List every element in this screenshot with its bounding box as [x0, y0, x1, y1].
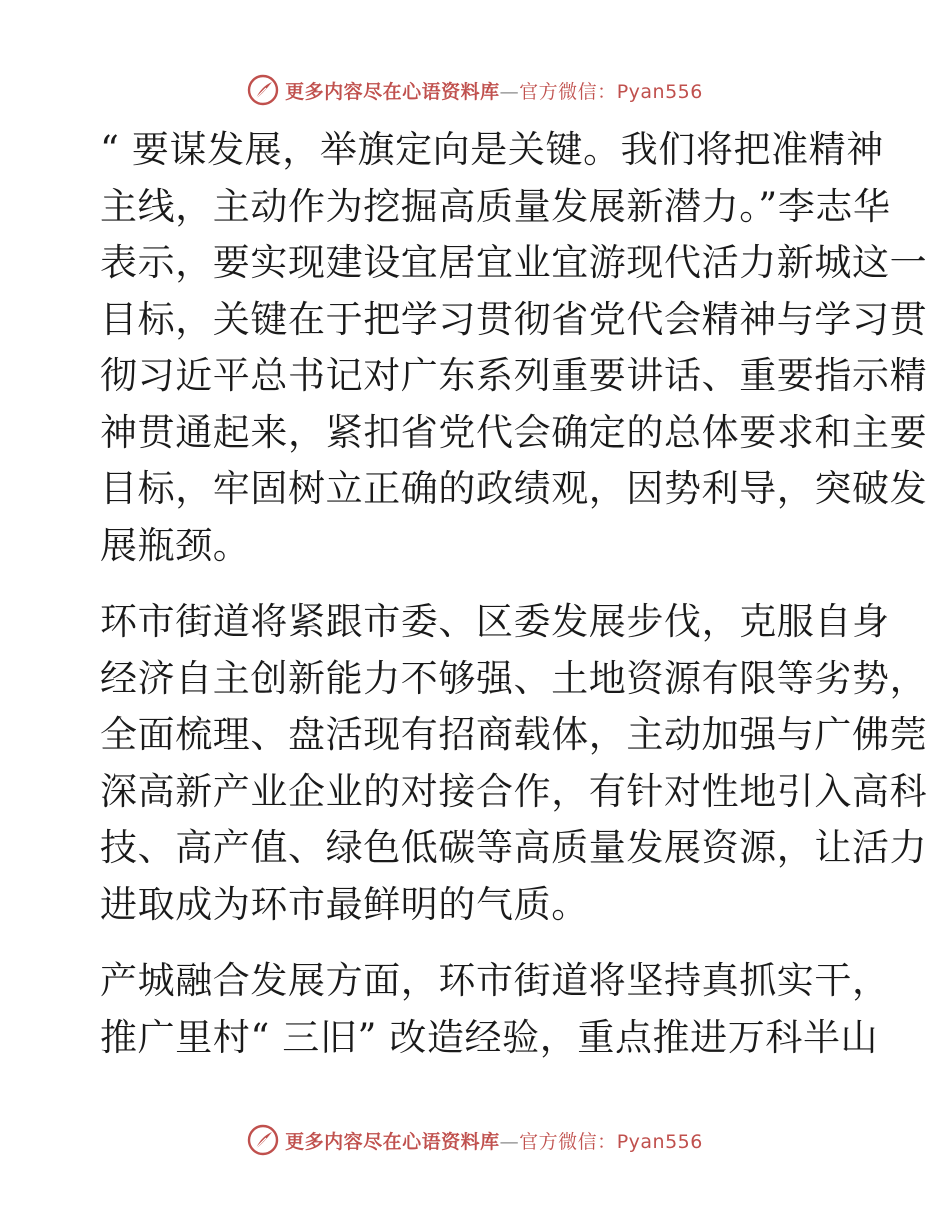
- text-line: 产城融合发展方面，环市街道将坚持真抓实干，: [100, 959, 890, 1002]
- text-line: 目标，牢固树立正确的政绩观，因势利导，突破发: [100, 467, 928, 510]
- text-line: 进取成为环市最鲜明的气质。: [100, 882, 589, 926]
- text-line: 全面梳理、盘活现有招商载体，主动加强与广佛莞: [100, 713, 928, 756]
- feather-logo-icon: [247, 1124, 279, 1156]
- paragraph-2: [100, 594, 928, 933]
- text-line: 彻习近平总书记对广东系列重要讲话、重要指示精: [100, 354, 928, 397]
- text-line: “ 要谋发展，举旗定向是关键。我们将把准精神: [100, 128, 884, 171]
- watermark-footer: [0, 1120, 950, 1160]
- text-line: 表示，要实现建设宜居宜业宜游现代活力新城这一: [100, 241, 928, 284]
- text-line: 环市街道将紧跟市委、区委发展步伐，克服自身: [100, 600, 890, 643]
- text-line: 经济自主创新能力不够强、土地资源有限等劣势，: [100, 656, 928, 700]
- watermark-header: [0, 70, 950, 110]
- text-line: 深高新产业企业的对接合作，有针对性地引入高科: [100, 769, 928, 813]
- text-line: 展瓶颈。: [100, 523, 251, 567]
- text-line: 技、高产值、绿色低碳等高质量发展资源，让活力: [100, 826, 928, 869]
- paragraph-1: [100, 122, 928, 574]
- paragraph-3: [100, 953, 890, 1066]
- document-body: [100, 122, 928, 1066]
- text-line: 神贯通起来，紧扣省党代会确定的总体要求和主要: [100, 410, 928, 454]
- watermark-text: 更多内容尽在心语资料库—官方微信：Pyan556: [285, 80, 703, 103]
- text-line: 推广里村“ 三旧” 改造经验，重点推进万科半山: [100, 1015, 879, 1059]
- text-line: 主线，主动作为挖掘高质量发展新潜力。”李志华: [100, 184, 891, 228]
- watermark-text: 更多内容尽在心语资料库—官方微信：Pyan556: [285, 1130, 703, 1153]
- feather-logo-icon: [247, 74, 279, 106]
- text-line: 目标，关键在于把学习贯彻省党代会精神与学习贯: [100, 297, 928, 341]
